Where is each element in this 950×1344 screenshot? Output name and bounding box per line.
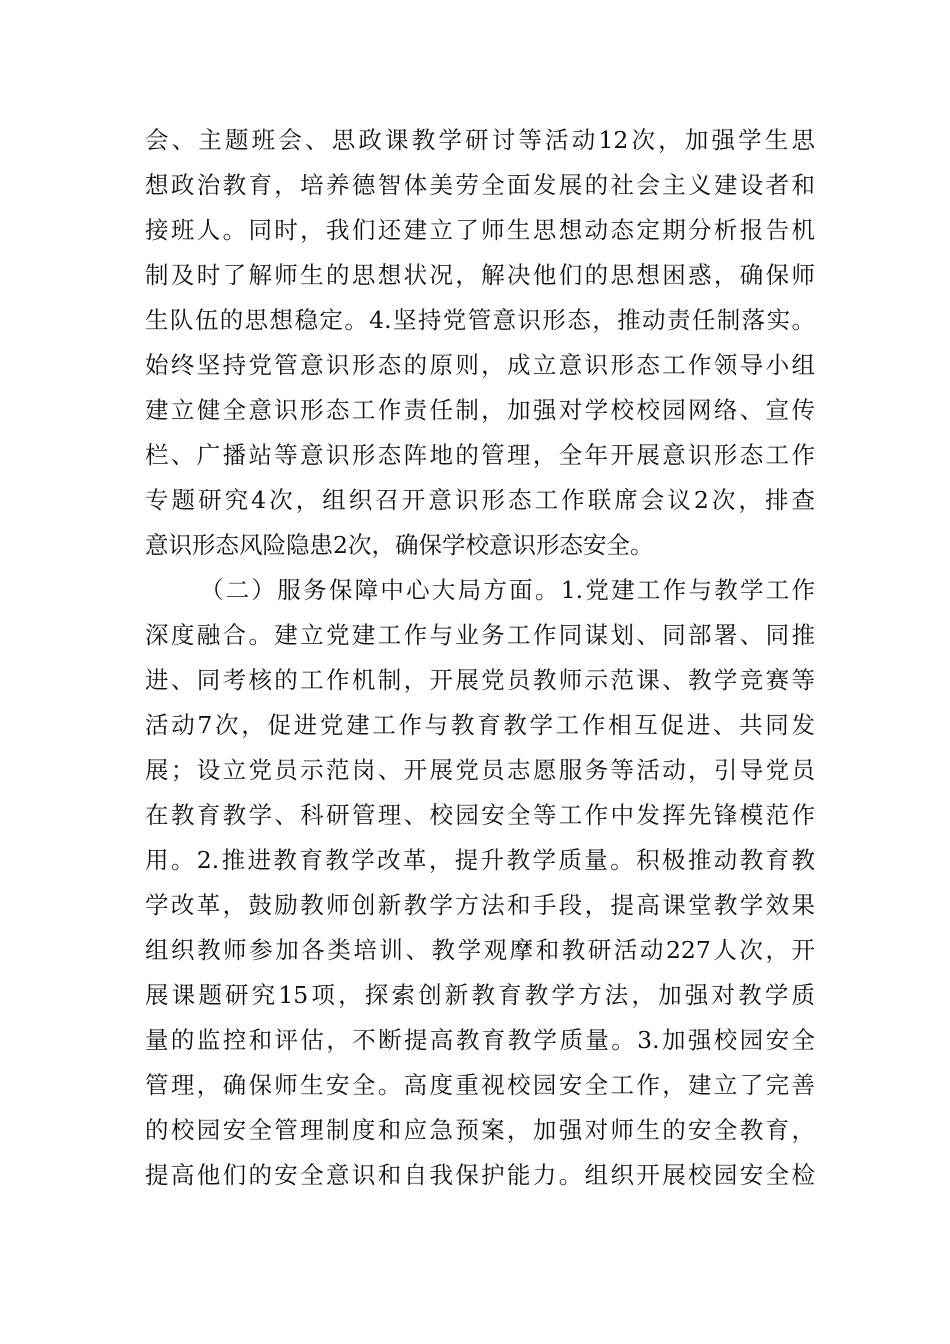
- text-line: 会、主题班会、思政课教学研讨等活动12次，加强学生思: [145, 126, 815, 154]
- text-line: 栏、广播站等意识形态阵地的管理，全年开展意识形态工作: [145, 441, 815, 469]
- section-heading-line: （二）服务保障中心大局方面。1.党建工作与教学工作: [200, 576, 815, 604]
- text-line: 组织教师参加各类培训、教学观摩和教研活动227人次，开: [145, 936, 815, 964]
- text-line: 始终坚持党管意识形态的原则，成立意识形态工作领导小组: [145, 351, 815, 379]
- text-line: 的校园安全管理制度和应急预案，加强对师生的安全教育，: [145, 1116, 815, 1144]
- text-line: 建立健全意识形态工作责任制，加强对学校校园网络、宣传: [145, 396, 815, 424]
- text-line: 量的监控和评估，不断提高教育教学质量。3.加强校园安全: [145, 1026, 815, 1054]
- text-line: 展课题研究15项，探索创新教育教学方法，加强对教学质: [145, 981, 815, 1009]
- text-line: 在教育教学、科研管理、校园安全等工作中发挥先锋模范作: [145, 801, 815, 829]
- text-line: 学改革，鼓励教师创新教学方法和手段，提高课堂教学效果: [145, 891, 815, 919]
- text-line: 接班人。同时，我们还建立了师生思想动态定期分析报告机: [145, 216, 815, 244]
- text-line: 意识形态风险隐患2次，确保学校意识形态安全。: [145, 531, 654, 559]
- text-line: 进、同考核的工作机制，开展党员教师示范课、教学竞赛等: [145, 666, 815, 694]
- text-line: 活动7次，促进党建工作与教育教学工作相互促进、共同发: [145, 711, 815, 739]
- text-line: 制及时了解师生的思想状况，解决他们的思想困惑，确保师: [145, 261, 815, 289]
- text-line: 用。2.推进教育教学改革，提升教学质量。积极推动教育教: [145, 846, 815, 874]
- text-line: 生队伍的思想稳定。4.坚持党管意识形态，推动责任制落实。: [145, 306, 815, 334]
- text-line: 提高他们的安全意识和自我保护能力。组织开展校园安全检: [145, 1161, 815, 1189]
- text-line: 深度融合。建立党建工作与业务工作同谋划、同部署、同推: [145, 621, 815, 649]
- text-line: 想政治教育，培养德智体美劳全面发展的社会主义建设者和: [145, 171, 815, 199]
- text-line: 展；设立党员示范岗、开展党员志愿服务等活动，引导党员: [145, 756, 815, 784]
- text-line: 专题研究4次，组织召开意识形态工作联席会议2次，排查: [145, 486, 815, 514]
- text-line: 管理，确保师生安全。高度重视校园安全工作，建立了完善: [145, 1071, 815, 1099]
